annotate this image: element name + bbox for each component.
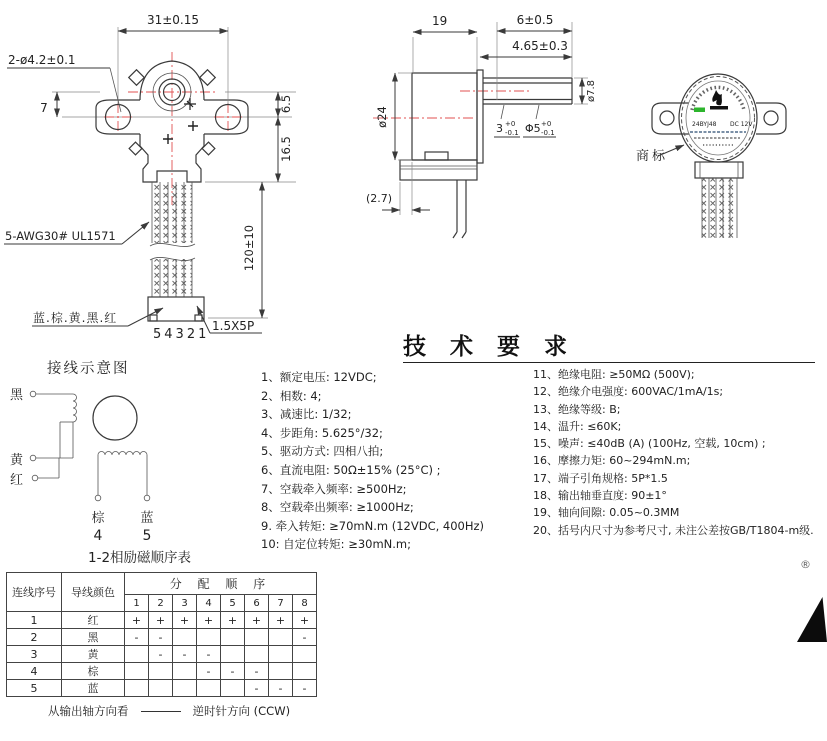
seq-cell: - <box>149 646 173 663</box>
trademark-callout: 商标 <box>636 149 669 164</box>
wire-color: 蓝 <box>62 680 125 697</box>
dim-body-length: 19 <box>432 14 448 28</box>
terminal-red-label: 红 <box>10 473 24 488</box>
dim-16-5: 16.5 <box>279 136 293 162</box>
seq-cell: + <box>197 612 221 629</box>
tech-item: 4、步距角: 5.625°/32; <box>261 425 383 440</box>
seq-cell: + <box>245 612 269 629</box>
seq-cell: - <box>125 629 149 646</box>
coil-a <box>73 394 77 422</box>
wire-color: 黄 <box>62 646 125 663</box>
label-voltage: DC 12V <box>730 121 753 128</box>
step-number: 3 <box>173 595 197 612</box>
wire-color: 棕 <box>62 663 125 680</box>
svg-text:-0.1: -0.1 <box>541 129 555 137</box>
tech-item: 2、相数: 4; <box>261 388 322 403</box>
tech-item: 20、括号内尺寸为参考尺寸, 未注公差按GB/T1804-m级. <box>533 523 814 537</box>
seq-cell <box>245 629 269 646</box>
terminal-block-side <box>400 160 477 180</box>
seq-cell <box>197 629 221 646</box>
connector-front <box>148 297 204 321</box>
seq-cell <box>221 646 245 663</box>
tech-requirements-title: 技 术 要 求 <box>403 334 576 360</box>
dim-6-5: 6.5 <box>279 94 293 114</box>
dim-body-dia: ø24 <box>375 106 389 128</box>
seq-cell <box>149 663 173 680</box>
tech-item: 17、端子引角规格: 5P*1.5 <box>533 471 668 485</box>
holes-callout: 2-ø4.2±0.1 <box>8 53 76 67</box>
step-number: 7 <box>269 595 293 612</box>
seq-cell <box>125 663 149 680</box>
seq-cell: - <box>245 680 269 697</box>
tech-item: 9. 牵入转矩: ≥70mN.m (12VDC, 400Hz) <box>261 518 485 533</box>
seq-cell <box>221 629 245 646</box>
sequence-table-caption: 1-2相励磁顺序表 <box>88 550 192 566</box>
plus-mark <box>163 134 173 144</box>
table-row <box>7 680 317 697</box>
tech-item: 8、空载牵出频率: ≥1000Hz; <box>261 500 414 515</box>
phase-sequence-table <box>6 572 317 697</box>
col-header-sequence: 分 配 顺 序 <box>125 573 317 595</box>
wiring-diagram <box>0 352 250 577</box>
tech-item: 7、空载牵入频率: ≥500Hz; <box>261 481 407 496</box>
seq-cell: - <box>245 663 269 680</box>
seq-cell: + <box>149 612 173 629</box>
seq-cell <box>173 663 197 680</box>
seq-cell <box>269 629 293 646</box>
tech-item: 14、温升: ≤60K; <box>533 419 622 433</box>
tech-item: 13、绝缘等级: B; <box>533 402 621 416</box>
rear-view-drawing <box>628 40 827 240</box>
seq-cell <box>221 680 245 697</box>
rotation-note-left: 从输出轴方向看 <box>48 704 129 718</box>
seq-cell: + <box>125 612 149 629</box>
step-number: 5 <box>221 595 245 612</box>
seq-cell: - <box>149 629 173 646</box>
table-row <box>7 629 317 646</box>
seq-cell <box>269 646 293 663</box>
svg-text:+0: +0 <box>541 120 552 128</box>
svg-text:-0.1: -0.1 <box>505 129 519 137</box>
rotor-circle <box>93 396 137 440</box>
connector-spec: 1.5X5P <box>212 319 255 333</box>
seq-cell <box>125 680 149 697</box>
terminal-blue-number: 5 <box>142 528 152 544</box>
coil-b <box>98 452 147 456</box>
seq-cell: - <box>221 663 245 680</box>
tech-item: 6、直流电阻: 50Ω±15% (25°C) ; <box>261 462 441 477</box>
seq-cell <box>293 646 317 663</box>
front-view-drawing <box>0 0 340 350</box>
wire-bundle-rear <box>695 162 743 238</box>
tech-item: 3、减速比: 1/32; <box>261 407 352 422</box>
pointer-triangle-icon <box>797 597 827 642</box>
seq-cell: + <box>269 612 293 629</box>
step-number: 6 <box>245 595 269 612</box>
step-number: 8 <box>293 595 317 612</box>
tech-item: 1、额定电压: 12VDC; <box>261 370 377 384</box>
wire-color: 红 <box>62 612 125 629</box>
tech-item: 18、输出轴垂直度: 90±1° <box>533 489 667 503</box>
seq-cell: - <box>173 646 197 663</box>
tech-requirements-right-column <box>533 366 814 539</box>
dim-shaft-step: 4.65±0.3 <box>512 39 568 53</box>
terminal-black-label: 黑 <box>10 388 24 403</box>
seq-cell: + <box>293 612 317 629</box>
terminal-blue-label: 蓝 <box>140 511 154 526</box>
dim-offset: 7 <box>40 101 48 115</box>
step-number: 4 <box>197 595 221 612</box>
tech-item: 11、绝缘电阻: ≥50MΩ (500V); <box>533 368 695 381</box>
col-header-wire-color: 导线颜色 <box>62 573 125 612</box>
wire-spec-callout: 5-AWG30# UL1571 <box>5 229 116 243</box>
rotation-note-right: 逆时针方向 (CCW) <box>192 704 291 718</box>
wiring-title: 接线示意图 <box>47 361 130 377</box>
seq-cell: + <box>173 612 197 629</box>
dim-wire-length: 120±10 <box>242 224 256 272</box>
seq-cell: - <box>293 629 317 646</box>
shaft-flat-dim: 3 <box>496 122 503 135</box>
seq-cell: - <box>197 663 221 680</box>
table-row <box>7 612 317 629</box>
terminal-brown-label: 棕 <box>91 511 105 526</box>
col-header-wire-no: 连线序号 <box>7 573 62 612</box>
dim-ref-gap: (2.7) <box>366 192 393 205</box>
rotation-note-dash <box>141 711 181 712</box>
wire-no: 4 <box>7 663 62 680</box>
wire-no: 3 <box>7 646 62 663</box>
wire-no: 5 <box>7 680 62 697</box>
tech-item: 15、噪声: ≤40dB (A) (100Hz, 空载, 10cm) ; <box>533 437 766 451</box>
step-number: 2 <box>149 595 173 612</box>
seq-cell <box>125 646 149 663</box>
rotation-direction-note <box>48 703 290 719</box>
table-row <box>7 663 317 680</box>
seq-cell <box>173 629 197 646</box>
mounting-hole-right <box>764 111 778 125</box>
seq-cell: - <box>293 680 317 697</box>
seq-cell <box>197 680 221 697</box>
wire-colors-label: 蓝.棕.黄.黑.红 <box>33 311 118 325</box>
tech-item: 10: 自定位转矩: ≥30mN.m; <box>261 537 411 552</box>
label-brand-green-mark <box>694 108 705 113</box>
dim-shaft-length: 6±0.5 <box>516 13 554 27</box>
label-model: 24BYJ48 <box>692 121 717 128</box>
dim-boss-dia: ø7.8 <box>586 79 597 103</box>
pin-numbers: 54321 <box>153 327 210 342</box>
dim-width: 31±0.15 <box>146 13 200 27</box>
wire-color: 黑 <box>62 629 125 646</box>
svg-text:+0: +0 <box>505 120 516 128</box>
seq-cell: - <box>269 680 293 697</box>
terminal-brown-number: 4 <box>93 528 103 544</box>
plus-mark <box>188 121 198 131</box>
motor-body-side <box>400 70 572 238</box>
table-row <box>7 646 317 663</box>
registered-trademark-icon: ® <box>800 558 811 571</box>
seq-cell <box>293 663 317 680</box>
mounting-hole-left <box>660 111 674 125</box>
tech-title-underline <box>403 362 815 363</box>
tech-item: 19、轴向间隙: 0.05~0.3MM <box>533 506 680 520</box>
seq-cell <box>173 680 197 697</box>
wire-no: 1 <box>7 612 62 629</box>
tech-requirements-left-column <box>261 368 484 554</box>
step-number: 1 <box>125 595 149 612</box>
tech-item: 5、驱动方式: 四相八拍; <box>261 444 384 459</box>
shaft-dia-dim: Φ5 <box>525 122 541 135</box>
seq-cell <box>149 680 173 697</box>
seq-cell: - <box>197 646 221 663</box>
terminal-yellow-label: 黄 <box>10 453 24 468</box>
wire-no: 2 <box>7 629 62 646</box>
seq-cell <box>269 663 293 680</box>
side-view-drawing <box>360 0 610 250</box>
wire-bundle-front <box>149 182 196 297</box>
tech-item: 16、摩擦力矩: 60~294mN.m; <box>533 454 691 468</box>
tech-item: 12、绝缘介电强度: 600VAC/1mA/1s; <box>533 385 724 399</box>
seq-cell <box>245 646 269 663</box>
seq-cell: + <box>221 612 245 629</box>
